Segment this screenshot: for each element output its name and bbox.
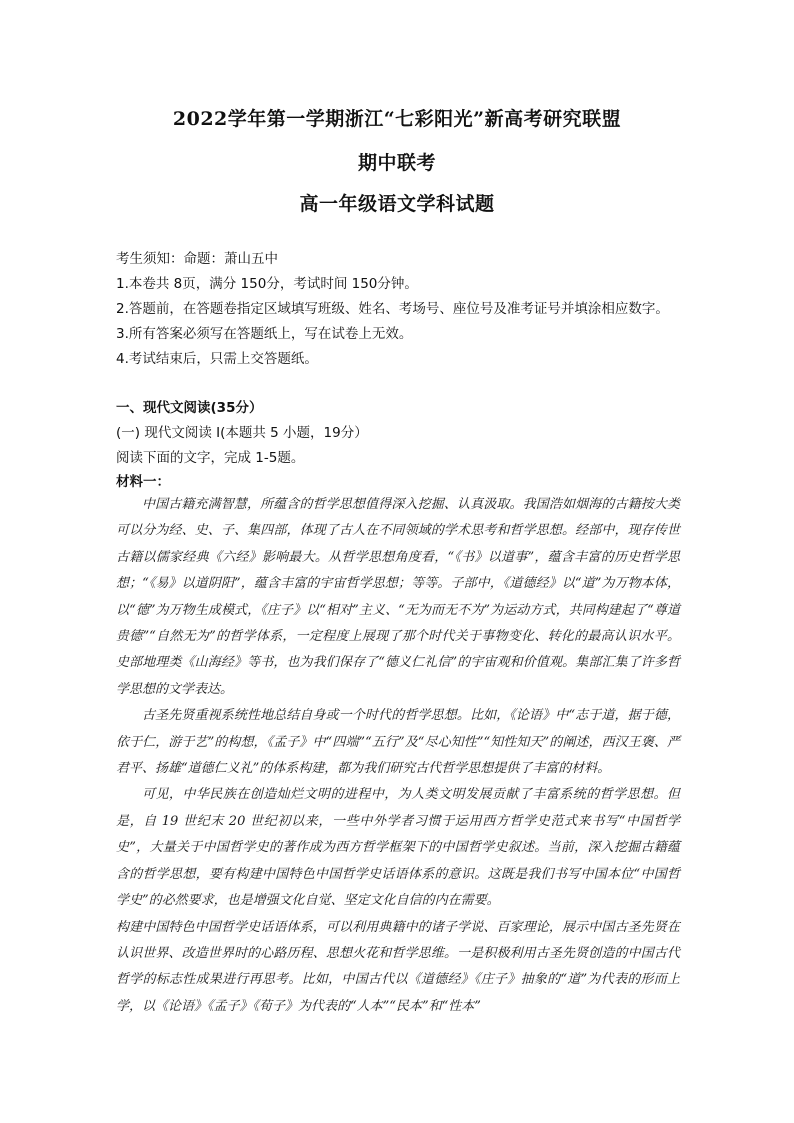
section-subheading: (一) 现代文阅读 I(本题共 5 小题，19分）	[116, 425, 368, 441]
notice-item: 2.答题前，在答题卷指定区域填写班级、姓名、考场号、座位号及准考证号并填涂相应数字。	[116, 301, 669, 317]
passage-paragraph: 构建中国特色中国哲学史话语体系，可以利用典籍中的诸子学说、百家理论，展示中国古圣先贤在认识世界、改造世界时的心路历程、思想火花和哲学思维。一是积极利用古圣先贤创造的中国古代哲学的标志性成果进行再思考。比如，中国古代以《道德经》《庄子》抽象的“道”为代表的形而上学，以《论语》《孟子》《荀子》为代表的“人本”“民本”和“性本”	[116, 919, 680, 1014]
passage-paragraph: 中国古籍充满智慧，所蕴含的哲学思想值得深入挖掘、认真汲取。我国浩如烟海的古籍按大类可以分为经、史、子、集四部，体现了古人在不同领域的学术思考和哲学思想。经部中，现存传世古籍以儒家经典《六经》影响最大。从哲学思想角度看，“《书》以道事”，蕴含丰富的历史哲学思想；“《易》以道阴阳”，蕴含丰富的宇宙哲学思想；等等。子部中，《道德经》以“道”为万物本体，以“德”为万物生成模式，《庄子》以“相对”主义、“无为而无不为”为运动方式，共同构建起了“尊道贵德”“自然无为”的哲学体系，一定程度上展现了那个时代关于事物变化、转化的最高认识水平。史部地理类《山海经》等书，也为我们保存了“德义仁礼信”的宇宙观和价值观。集部汇集了许多哲学思想的文学表达。	[116, 497, 680, 697]
exam-title-line2: 期中联考	[357, 152, 436, 174]
section-instruction: 阅读下面的文字，完成 1-5题。	[116, 450, 305, 466]
notice-item: 3.所有答案必须写在答题纸上，写在试卷上无效。	[116, 326, 413, 342]
material-label: 材料一：	[116, 474, 170, 490]
notice-item: 4.考试结束后，只需上交答题纸。	[116, 351, 318, 367]
exam-title-line1: 2022学年第一学期浙江“七彩阳光”新高考研究联盟	[172, 108, 622, 130]
exam-title-line3: 高一年级语文学科试题	[299, 193, 495, 215]
notice-heading: 考生须知：命题：萧山五中	[116, 251, 278, 267]
passage-paragraph: 古圣先贤重视系统性地总结自身或一个时代的哲学思想。比如，《论语》中“志于道，据于德，依于仁，游于艺”的构想，《孟子》中“四端”“五行”及“尽心知性”“知性知天”的阐述，西汉王褒、严君平、扬雄“道德仁义礼”的体系构建，都为我们研究古代哲学思想提供了丰富的材料。	[116, 708, 680, 777]
reading-passage	[116, 492, 680, 1020]
notice-item: 1.本卷共 8页，满分 150分，考试时间 150分钟。	[116, 276, 418, 292]
section-heading: 一、现代文阅读(35分）	[116, 400, 263, 416]
passage-paragraph: 可见，中华民族在创造灿烂文明的进程中，为人类文明发展贡献了丰富系统的哲学思想。但是，自 19 世纪末 20 世纪初以来，一些中外学者习惯于运用西方哲学史范式来书写“中国哲学史”，大量关于中国哲学史的著作成为西方哲学框架下的中国哲学史叙述。当前，深入挖掘古籍蕴含的哲学思想，要有构建中国特色中国哲学史话语体系的意识。这既是我们书写中国本位“中国哲学史”的必然要求，也是增强文化自觉、坚定文化自信的内在需要。	[116, 787, 680, 909]
